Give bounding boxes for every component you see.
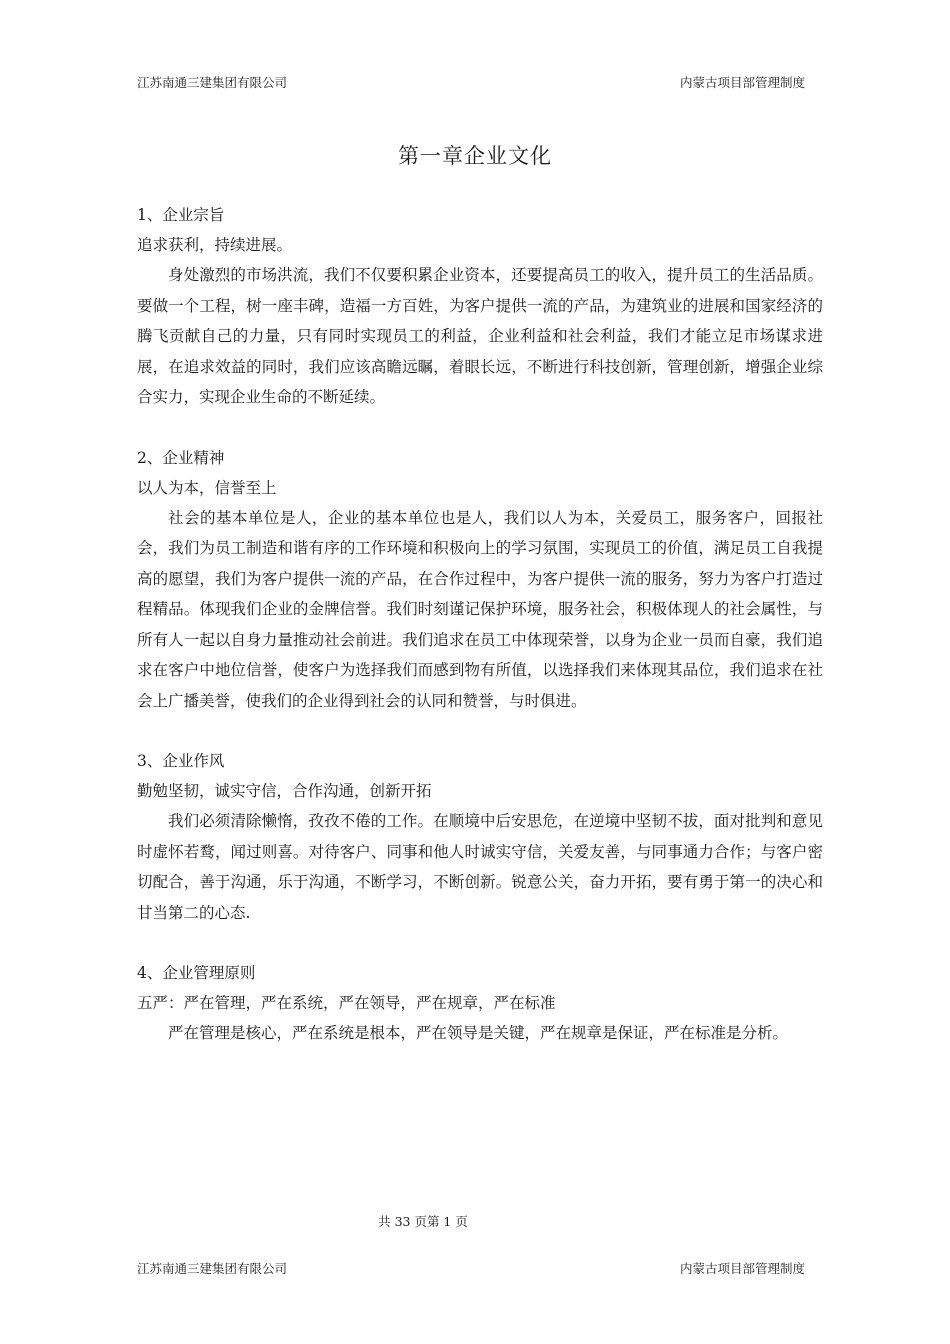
section-body: 我们必须清除懒惰，孜孜不倦的工作。在顺境中后安思危，在逆境中坚韧不拔，面对批判和意见时虚怀若鹜，闻过则喜。对待客户、同事和他人时诚实守信，关爱友善，与同事通力合作；与客户密切配合，善于沟通，乐于沟通，不断学习，不断创新。锐意公关，奋力开拓，要有勇于第一的决心和甘当第二的心态. <box>137 812 823 922</box>
section-heading: 2、企业精神 <box>137 448 225 467</box>
section-heading: 1、企业宗旨 <box>137 206 225 224</box>
section-heading: 3、企业作风 <box>137 752 225 770</box>
section-heading: 4、企业管理原则 <box>137 964 256 982</box>
header-doc-title: 内蒙古项目部管理制度 <box>679 75 805 90</box>
section-spirit <box>137 443 823 717</box>
document-body <box>137 200 823 1079</box>
section-body: 严在管理是核心，严在系统是根本，严在领导是关键，严在规章是保证，严在标准是分析。 <box>168 1024 789 1042</box>
section-motto: 以人为本，信誉至上 <box>137 478 277 497</box>
page-number: 共 33 页第 1 页 <box>378 1214 468 1229</box>
header-company: 江苏南通三建集团有限公司 <box>137 75 288 90</box>
footer-company: 江苏南通三建集团有限公司 <box>137 1261 288 1276</box>
section-style <box>137 746 823 928</box>
footer-doc-title: 内蒙古项目部管理制度 <box>679 1261 805 1276</box>
section-body: 社会的基本单位是人，企业的基本单位也是人，我们以人为本，关爱员工，服务客户，回报社会，我们为员工制造和谐有序的工作环境和积极向上的学习氛围，实现员工的价值，满足员工自我提高的愿望，我们为客户提供一流的产品，在合作过程中，为客户提供一流的服务，努力为客户打造过程精品。体现我们企业的金牌信誉。我们时刻谨记保护环境，服务社会，积极体现人的社会属性，与所有人一起以自身力量推动社会前进。我们追求在员工中体现荣誉，以身为企业一员而自豪，我们追求在客户中地位信誉，使客户为选择我们而感到物有所值，以选择我们来体现其品位，我们追求在社会上广播美誉，使我们的企业得到社会的认同和赞誉，与时俱进。 <box>137 508 823 710</box>
section-principles <box>137 958 823 1049</box>
section-motto: 勤勉坚韧，诚实守信，合作沟通，创新开拓 <box>137 782 432 800</box>
section-motto: 五严：严在管理，严在系统，严在领导，严在规章，严在标准 <box>137 994 556 1012</box>
section-motto: 追求获利，持续进展。 <box>137 236 293 254</box>
section-purpose <box>137 200 823 413</box>
chapter-title: 第一章企业文化 <box>398 144 552 168</box>
section-body: 身处激烈的市场洪流，我们不仅要积累企业资本，还要提高员工的收入，提升员工的生活品质。要做一个工程，树一座丰碑，造福一方百姓，为客户提供一流的产品，为建筑业的进展和国家经济的腾飞贡献自己的力量，只有同时实现员工的利益，企业利益和社会利益，我们才能立足市场谋求进展，在追求效益的同时，我们应该高瞻远瞩，着眼长远，不断进行科技创新，管理创新，增强企业综合实力，实现企业生命的不断延续。 <box>137 266 823 406</box>
